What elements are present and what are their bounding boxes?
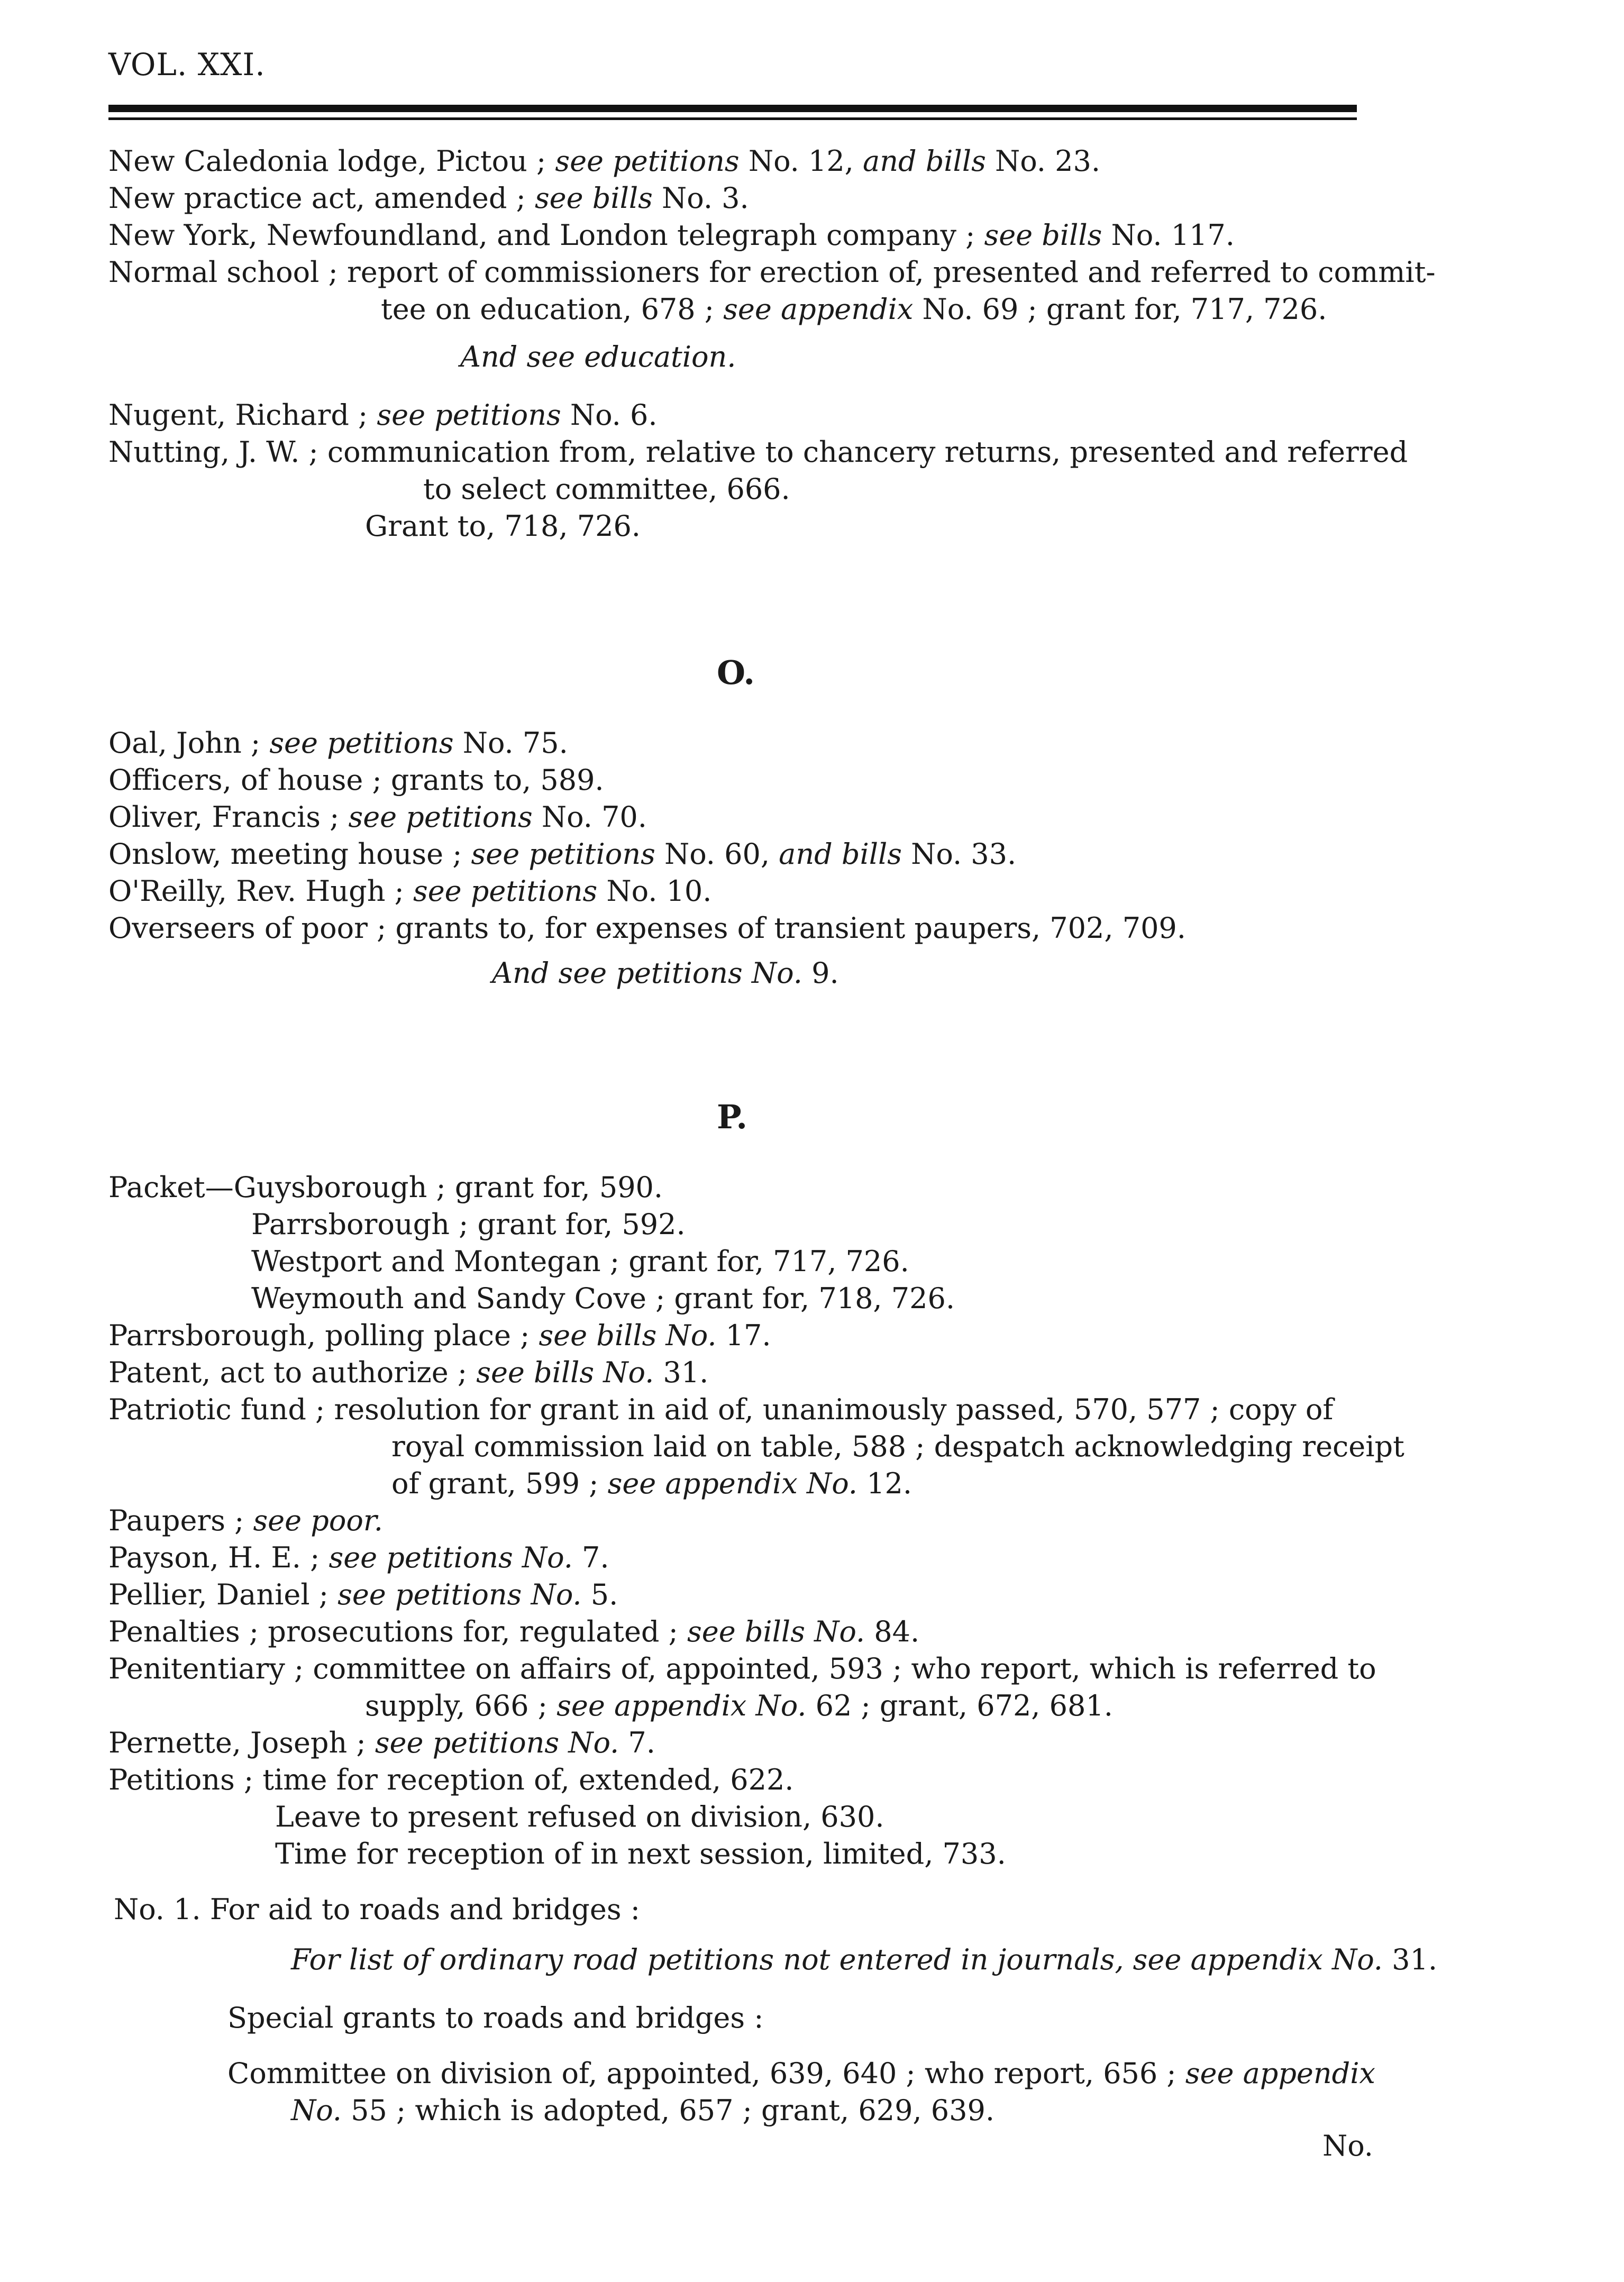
entry-text: Time for reception of in next session, limited, 733. xyxy=(275,1837,1006,1870)
entry-text: No. 6. xyxy=(561,398,658,432)
index-entry xyxy=(108,910,1186,947)
entry-ref: see bills xyxy=(984,218,1102,252)
entry-text: 55 ; which is adopted, 657 ; grant, 629, 639. xyxy=(341,2094,995,2127)
index-subentry xyxy=(251,1206,686,1243)
entry-text: 7. xyxy=(572,1541,609,1574)
entry-text: royal commission laid on table, 588 ; despatch acknowledging receipt xyxy=(391,1430,1404,1463)
index-entry xyxy=(108,434,1408,471)
entry-ref: see bills No. xyxy=(476,1356,654,1389)
entry-text: Special grants to roads and bridges : xyxy=(227,2001,764,2034)
entry-text: Overseers of poor ; grants to, for expenses of transient paupers, 702, 709. xyxy=(108,911,1186,945)
entry-text: No. 10. xyxy=(597,874,712,908)
index-entry-continuation xyxy=(391,1465,912,1502)
entry-ref: see bills No. xyxy=(687,1615,865,1648)
entry-text: No. 23. xyxy=(986,144,1100,178)
running-head: VOL. XXI. xyxy=(108,47,266,83)
entry-ref: see appendix No. xyxy=(556,1689,807,1722)
index-entry xyxy=(108,836,1016,873)
entry-text: Oal, John ; xyxy=(108,726,270,760)
index-entry-continuation xyxy=(423,471,790,508)
entry-ref: see appendix No. xyxy=(607,1467,857,1500)
index-subentry xyxy=(251,1243,909,1280)
entry-text: 17. xyxy=(716,1319,771,1352)
cross-reference xyxy=(492,955,839,992)
entry-ref: and bills xyxy=(863,144,986,178)
index-entry xyxy=(108,254,1436,291)
header-rule-thin xyxy=(108,117,1357,120)
entry-text: No. 12, xyxy=(739,144,863,178)
header-rule-thick xyxy=(108,105,1357,112)
entry-ref: see petitions No. xyxy=(375,1726,619,1759)
entry-ref: see bills No. xyxy=(539,1319,717,1352)
index-entry xyxy=(108,1391,1333,1428)
index-subentry xyxy=(275,1799,884,1836)
entry-text: Parrsborough, polling place ; xyxy=(108,1319,539,1352)
petition-subentry-continuation xyxy=(291,2092,995,2129)
index-entry-continuation xyxy=(391,1428,1404,1465)
index-entry xyxy=(108,799,647,836)
index-entry xyxy=(108,1502,383,1539)
index-entry xyxy=(108,180,749,217)
entry-text: No. 60, xyxy=(655,837,779,871)
entry-text: 31. xyxy=(1382,1943,1438,1976)
entry-ref: see petitions No. xyxy=(337,1578,582,1611)
entry-ref: see appendix xyxy=(1185,2057,1375,2090)
catchword: No. xyxy=(1322,2129,1373,2162)
entry-text: Oliver, Francis ; xyxy=(108,800,349,834)
entry-ref: see petitions xyxy=(471,837,655,871)
index-subentry xyxy=(275,1836,1006,1873)
index-entry-continuation xyxy=(381,291,1327,328)
entry-text: 5. xyxy=(581,1578,618,1611)
index-entry xyxy=(108,1539,609,1576)
entry-text: 9. xyxy=(802,956,839,990)
entry-text: Westport and Montegan ; grant for, 717, 726. xyxy=(251,1245,909,1278)
petition-subentry xyxy=(227,2055,1375,2092)
entry-text: supply, 666 ; xyxy=(365,1689,557,1722)
entry-text: No. 1. For aid to roads and bridges : xyxy=(114,1893,640,1926)
entry-text: Weymouth and Sandy Cove ; grant for, 718, 726. xyxy=(251,1282,955,1315)
section-heading-p: P. xyxy=(717,1098,747,1136)
petition-entry xyxy=(114,1891,640,1928)
index-entry-continuation xyxy=(365,508,641,545)
entry-ref: For list of ordinary road petitions not entered in journals, see appendix No. xyxy=(291,1943,1383,1976)
entry-text: New York, Newfoundland, and London telegraph company ; xyxy=(108,218,984,252)
entry-text: Committee on division of, appointed, 639, 640 ; who report, 656 ; xyxy=(227,2057,1185,2090)
index-entry xyxy=(108,217,1235,254)
index-entry xyxy=(108,143,1100,180)
entry-ref: see petitions xyxy=(377,398,561,432)
entry-text: 62 ; grant, 672, 681. xyxy=(806,1689,1113,1722)
entry-text: 31. xyxy=(654,1356,709,1389)
entry-text: Normal school ; report of commissioners for erection of, presented and referred to commit- xyxy=(108,255,1436,289)
entry-text: No. 69 ; grant for, 717, 726. xyxy=(913,293,1327,326)
entry-text: to select committee, 666. xyxy=(423,472,790,506)
entry-ref: see bills xyxy=(534,181,653,215)
section-heading-o: O. xyxy=(717,653,755,692)
entry-text: Petitions ; time for reception of, extended, 622. xyxy=(108,1763,794,1796)
petition-note xyxy=(291,1941,1437,1978)
entry-text: 12. xyxy=(857,1467,912,1500)
index-entry xyxy=(108,1354,708,1391)
entry-text: Leave to present refused on division, 630. xyxy=(275,1800,884,1833)
entry-text: No. 70. xyxy=(532,800,647,834)
index-entry xyxy=(108,1169,663,1206)
entry-ref: And see petitions No. xyxy=(492,956,802,990)
entry-ref: No. xyxy=(291,2094,342,2127)
entry-ref: see petitions xyxy=(348,800,533,834)
entry-text: Grant to, 718, 726. xyxy=(365,509,641,543)
entry-text: Nutting, J. W. ; communication from, relative to chancery returns, presented and referred xyxy=(108,435,1408,469)
entry-text: Pellier, Daniel ; xyxy=(108,1578,338,1611)
entry-ref: and bills xyxy=(779,837,902,871)
index-entry xyxy=(108,397,658,434)
entry-text: Patent, act to authorize ; xyxy=(108,1356,477,1389)
entry-text: O'Reilly, Rev. Hugh ; xyxy=(108,874,413,908)
index-entry xyxy=(108,873,711,910)
index-entry xyxy=(108,1650,1376,1687)
entry-ref: see appendix xyxy=(723,293,914,326)
entry-ref: see petitions xyxy=(413,874,598,908)
index-entry xyxy=(108,1576,618,1613)
entry-text: Penalties ; prosecutions for, regulated ; xyxy=(108,1615,688,1648)
entry-text: New Caledonia lodge, Pictou ; xyxy=(108,144,555,178)
entry-text: Payson, H. E. ; xyxy=(108,1541,329,1574)
index-entry xyxy=(108,1724,655,1761)
entry-text: 84. xyxy=(865,1615,920,1648)
entry-text: of grant, 599 ; xyxy=(391,1467,608,1500)
entry-ref: see petitions No. xyxy=(329,1541,573,1574)
entry-text: Nugent, Richard ; xyxy=(108,398,377,432)
cross-reference xyxy=(460,339,736,376)
entry-text: No. 117. xyxy=(1102,218,1235,252)
index-entry xyxy=(108,1761,793,1799)
entry-ref: see petitions xyxy=(269,726,454,760)
entry-text: No. 3. xyxy=(652,181,749,215)
entry-text: Officers, of house ; grants to, 589. xyxy=(108,763,604,797)
petition-subentry xyxy=(227,2000,763,2037)
entry-text: New practice act, amended ; xyxy=(108,181,535,215)
index-entry xyxy=(108,1317,771,1354)
entry-ref: see petitions xyxy=(555,144,740,178)
entry-text: Paupers ; xyxy=(108,1504,253,1537)
entry-text: Penitentiary ; committee on affairs of, appointed, 593 ; who report, which is referred to xyxy=(108,1652,1376,1685)
entry-text: Parrsborough ; grant for, 592. xyxy=(251,1208,686,1241)
index-entry-continuation xyxy=(365,1687,1113,1724)
entry-text: No. 33. xyxy=(901,837,1017,871)
entry-text: No. 75. xyxy=(453,726,568,760)
index-entry xyxy=(108,762,604,799)
entry-text: Onslow, meeting house ; xyxy=(108,837,471,871)
entry-text: 7. xyxy=(619,1726,655,1759)
index-subentry xyxy=(251,1280,955,1317)
entry-text: Patriotic fund ; resolution for grant in aid of, unanimously passed, 570, 577 ; copy of xyxy=(108,1393,1334,1426)
entry-text: Packet—Guysborough ; grant for, 590. xyxy=(108,1171,663,1204)
entry-text: Pernette, Joseph ; xyxy=(108,1726,375,1759)
index-entry xyxy=(108,725,568,762)
entry-text: tee on education, 678 ; xyxy=(381,293,724,326)
entry-ref: And see education. xyxy=(460,340,736,373)
entry-ref: see poor. xyxy=(253,1504,383,1537)
index-entry xyxy=(108,1613,919,1650)
